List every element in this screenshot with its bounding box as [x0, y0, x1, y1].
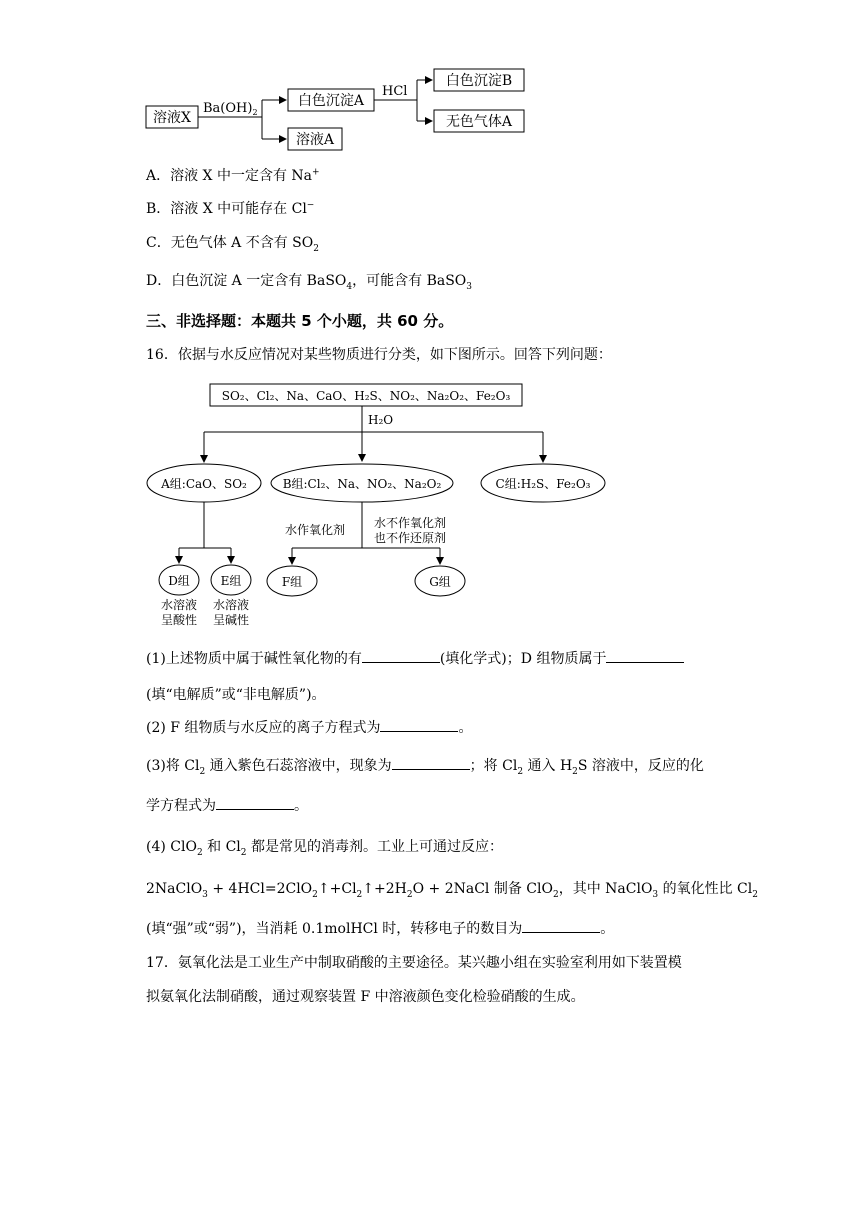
white-ppt-a-label: 白色沉淀A: [297, 93, 365, 109]
reagent-label: $Ba(OH)_2$: [203, 101, 258, 117]
answer-blank[interactable]: [392, 757, 470, 770]
q16-stem: 16．依据与水反应情况对某些物质进行分类，如下图所示。回答下列问题：: [146, 347, 612, 363]
substances-label: SO₂、Cl₂、Na、CaO、H₂S、NO₂、Na₂O₂、Fe₂O₃: [221, 389, 511, 403]
group-d-note-2: 呈酸性: [160, 613, 198, 627]
q17-line2: 拟氨氧化法制硝酸，通过观察装置 F 中溶液颜色变化检验硝酸的生成。: [146, 989, 585, 1005]
q16-part4-line3: (填“强”或“弱”)，当消耗 0.1molHCl 时，转移电子的数目为 。: [146, 921, 615, 937]
answer-blank[interactable]: [380, 719, 458, 732]
answer-blank[interactable]: [362, 650, 440, 663]
group-g-label: G组: [429, 575, 451, 589]
answer-blank[interactable]: [522, 920, 600, 933]
neither-label-1: 水不作氧化剂: [374, 516, 447, 530]
q16-part4-line1: (4) ClO$_2$ 和 $Cl_2$ 都是常见的消毒剂。工业上可通过反应：: [146, 839, 503, 858]
classification-diagram: [140, 376, 610, 632]
flow-diagram-1: [140, 62, 540, 156]
solution-a-label: 溶液A: [295, 132, 335, 148]
group-e-label: E组: [220, 574, 242, 588]
section-heading: 三、非选择题：本题共 5 个小题，共 60 分。: [146, 312, 454, 330]
q16-part4-equation: 2NaClO$_3$ + $4HCl=2ClO_2↑+Cl_2↑+2H_2O$ + 2NaCl 制备 ClO$_2$，其中 NaClO$_3$ 的氧化性比 $Cl_2$: [146, 881, 758, 900]
group-a-label: A组:CaO、SO₂: [161, 477, 247, 491]
q16-part2: (2) F 组物质与水反应的离子方程式为 。: [146, 720, 473, 736]
group-b-label: B组:Cl₂、Na、NO₂、Na₂O₂: [282, 477, 442, 491]
option-a: A．溶液 X 中一定含有 Na+: [146, 167, 320, 184]
oxidant-label: 水作氧化剂: [285, 523, 346, 537]
neither-label-2: 也不作还原剂: [374, 531, 447, 545]
q16-part3-line1: (3)将 $Cl_2$ 通入紫色石蕊溶液中，现象为 ；将 $Cl_2$ 通入 $H_2S$ 溶液中，反应的化: [146, 758, 704, 777]
group-f-label: F组: [281, 575, 303, 589]
hcl-label: HCl: [382, 84, 408, 99]
q16-part1-line2: (填“电解质”或“非电解质”)。: [146, 687, 326, 703]
group-e-note-1: 水溶液: [212, 598, 250, 612]
group-d-label: D组: [168, 574, 190, 588]
h2o-label: H₂O: [368, 413, 394, 427]
group-c-label: C组:H₂S、Fe₂O₃: [495, 477, 591, 491]
group-d-note-1: 水溶液: [160, 598, 198, 612]
option-d: D．白色沉淀 A 一定含有 BaSO$_4$，可能含有 BaSO$_3$: [146, 273, 473, 292]
q17-line1: 17．氨氧化法是工业生产中制取硝酸的主要途径。某兴趣小组在实验室利用如下装置模: [146, 955, 682, 971]
option-b: B．溶液 X 中可能存在 Cl−: [146, 200, 315, 217]
solution-x-label: 溶液X: [153, 110, 191, 126]
group-e-note-2: 呈碱性: [212, 613, 250, 627]
white-ppt-b-label: 白色沉淀B: [445, 73, 513, 89]
answer-blank[interactable]: [606, 650, 684, 663]
gas-a-label: 无色气体A: [445, 114, 513, 130]
answer-blank[interactable]: [216, 797, 294, 810]
q16-part3-line2: 学方程式为 。: [146, 798, 308, 814]
q16-part1-line1: (1)上述物质中属于碱性氧化物的有 (填化学式)；D 组物质属于: [146, 648, 684, 668]
option-c: C．无色气体 A 不含有 $SO_2$: [146, 235, 319, 254]
